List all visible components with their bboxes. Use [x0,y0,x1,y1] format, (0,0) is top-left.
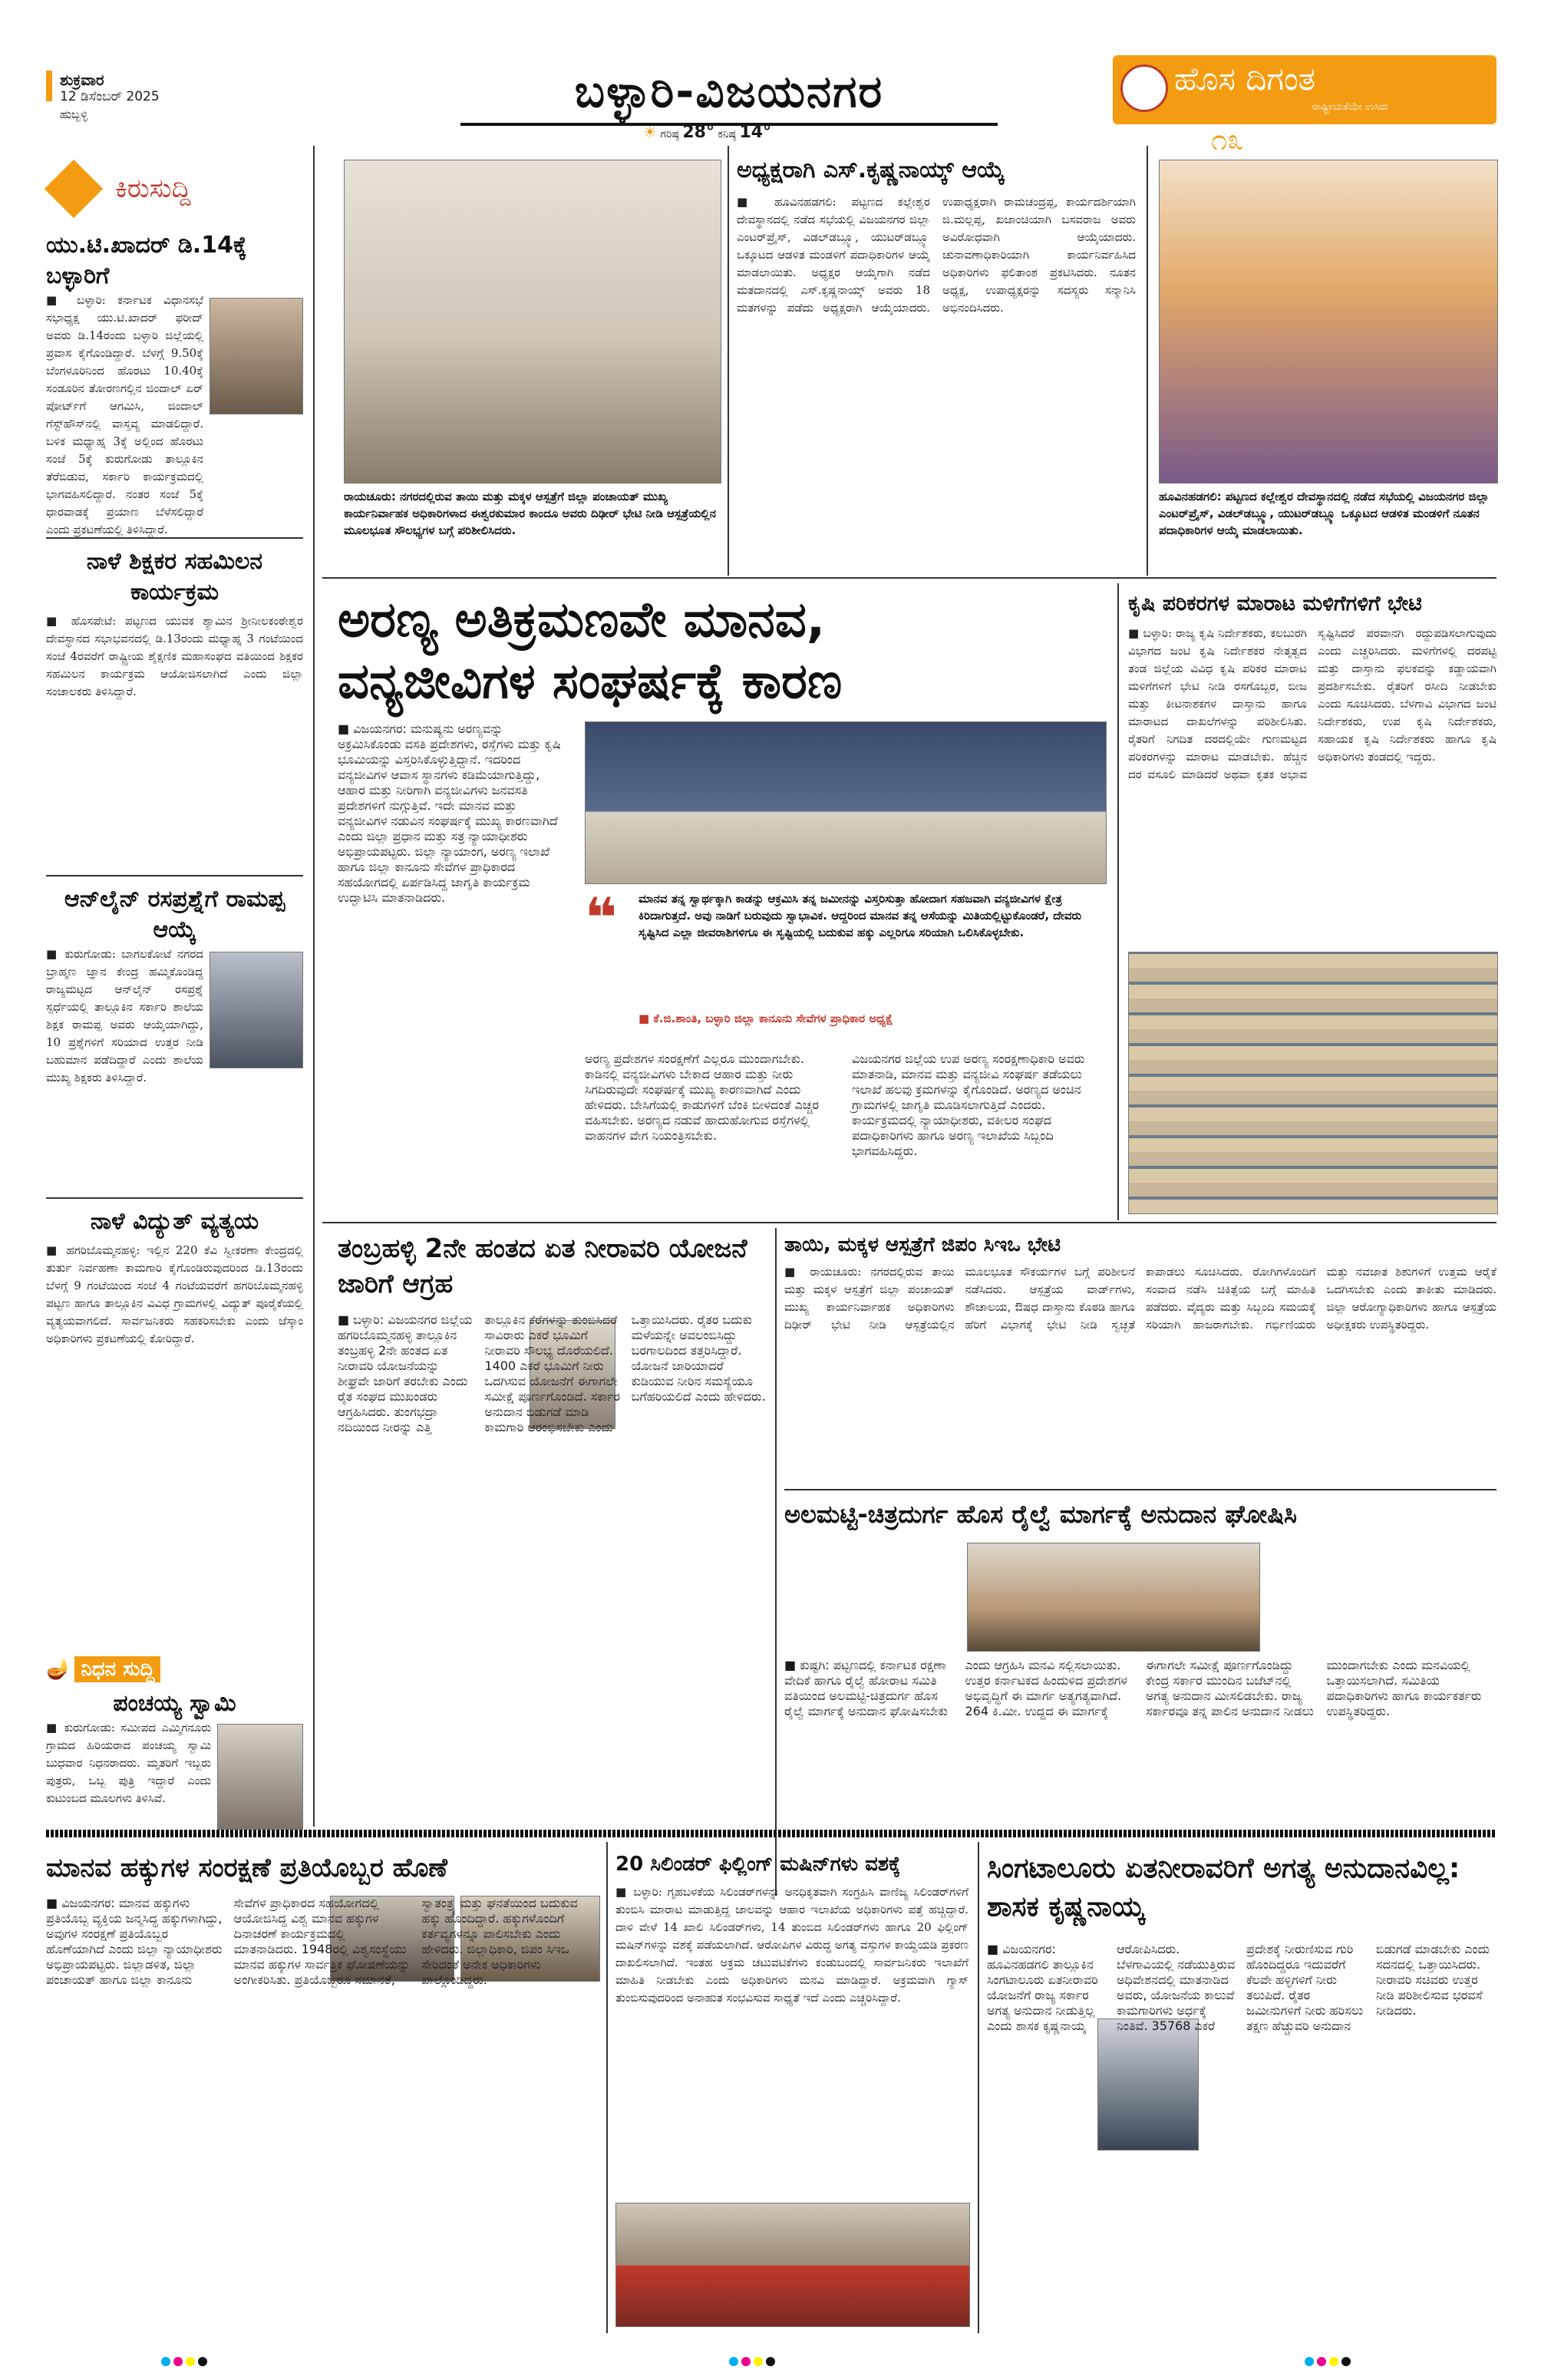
section-title-box [460,60,998,126]
top-row-rule-2 [1147,146,1148,576]
singatalur-story [987,1850,1496,1926]
magenta-dot-icon [1317,2357,1326,2366]
agri-shop-photo [1128,952,1498,1214]
lead-story [338,589,1105,712]
shop-story [1128,589,1496,962]
hospital-visit-photo [344,160,721,484]
masthead-left-strip [46,71,52,101]
left-column-rule [313,146,315,1827]
top-row-rule-1 [728,146,729,576]
bottom-section-bar [46,1830,1496,1837]
cylinder-seizure-photo [615,2203,970,2327]
weather-max: 28° [682,123,714,142]
lead-headline-2: ವನ್ಯಜೀವಿಗಳ ಸಂಘರ್ಷಕ್ಕೆ ಕಾರಣ [338,653,843,710]
brief-divider-3 [46,1197,303,1199]
shop-body: ■ ಬಳ್ಳಾರಿ: ರಾಜ್ಯ ಕೃಷಿ ನಿರ್ದೇಶಕರು, ಕಲಬುರಗಿ ವಿಭಾಗದ ಜಂಟಿ ಕೃಷಿ ನಿರ್ದೇಶಕರ ನೇತೃತ್ವದ ತಂಡ ಜಿಲ್ಲೆಯ ವಿವಿಧ ಕೃಷಿ ಪರಿಕರ ಮಾರಾಟ ಮಳಿಗೆಗಳಿಗೆ ಭೇಟಿ ನೀಡಿ ರಸಗೊಬ್ಬರ, ಬೀಜ ಮತ್ತು ಕೀಟನಾಶಕಗಳ ದಾಸ್ತಾನು ಹಾಗೂ ಮಾರಾಟದ ದಾಖಲೆಗಳನ್ನು ಪರಿಶೀಲಿಸಿತು. ರೈತರಿಗೆ ನಿಗದಿತ ದರದಲ್ಲಿಯೇ ಗುಣಮಟ್ಟದ ಪರಿಕರಗಳನ್ನು ಮಾರಾಟ ಮಾಡಬೇಕು. ಹೆಚ್ಚಿನ ದರ ವಸೂಲಿ ಮಾಡಿದರೆ ಅಥವಾ ಕೃತಕ ಅಭಾವ ಸೃಷ್ಟಿಸಿದರೆ ಪರವಾನಗಿ ರದ್ದುಪಡಿಸಲಾಗುವುದು ಎಂದು ಎಚ್ಚರಿಸಿದರು. ಮಳಿಗೆಗಳಲ್ಲಿ ದರಪಟ್ಟಿ ಮತ್ತು ದಾಸ್ತಾನು ಫಲಕವನ್ನು ಕಡ್ಡಾಯವಾಗಿ ಪ್ರದರ್ಶಿಸಬೇಕು. ರೈತರಿಗೆ ರಸೀದಿ ನೀಡಬೇಕು ಎಂದು ಸೂಚಿಸಿದರು. ಬೆಳಗಾವಿ ವಿಭಾಗದ ಜಂಟಿ ನಿರ್ದೇಶಕರು, ಉಪ ಕೃಷಿ ನಿರ್ದೇಶಕರು, ಸಹಾಯಕ ಕೃಷಿ ನಿರ್ದೇಶಕರು ಹಾಗೂ ಕೃಷಿ ಅಧಿಕಾರಿಗಳು ತಂಡದಲ್ಲಿ ಇದ್ದರು. [1128,626,1496,781]
brief-item-body: ■ ಬಳ್ಳಾರಿ: ಕರ್ನಾಟಕ ವಿಧಾನಸಭೆ ಸಭಾಧ್ಯಕ್ಷ ಯು.ಟಿ.ಖಾದರ್ ಫರೀದ್ ಅವರು ಡಿ.14ರಂದು ಬಳ್ಳಾರಿ ಜಿಲ್ಲೆಯಲ್ಲಿ ಪ್ರವಾಸ ಕೈಗೊಂಡಿದ್ದಾರೆ. ಬೆಳಗ್ಗೆ 9.50ಕ್ಕೆ ಬೆಂಗಳೂರಿನಿಂದ ಹೊರಟು 10.40ಕ್ಕೆ ಸಂಡೂರಿನ ತೋರಣಗಲ್ಲಿನ ಜಿಂದಾಲ್ ಏರ್ ಪೋರ್ಟ್‌ಗೆ ಆಗಮಿಸಿ, ಜಿಂದಾಲ್ ಗೆಸ್ಟ್‌ಹೌಸ್‌ನಲ್ಲಿ ವಾಸ್ತವ್ಯ ಮಾಡಲಿದ್ದಾರೆ. ಬಳಿಕ ಮಧ್ಯಾಹ್ನ 3ಕ್ಕೆ ಅಲ್ಲಿಂದ ಹೊರಟು ಸಂಜೆ 5ಕ್ಕೆ ಕುರುಗೋಡು ತಾಲ್ಲೂಕಿನ ತೆರೆಬಿಡುವ, ಸರ್ಕಾರಿ ಕಾರ್ಯಕ್ರಮದಲ್ಲಿ ಭಾಗವಹಿಸಲಿದ್ದಾರೆ. ನಂತರ ಸಂಜೆ 5ಕ್ಕೆ ಧಾರವಾಡಕ್ಕೆ ಪ್ರಯಾಣ ಬೆಳೆಸಲಿದ್ದಾರೆ ಎಂದು ಪ್ರಕಟಣೆಯಲ್ಲಿ ತಿಳಿಸಿದ್ದಾರೆ. [46,293,203,536]
president-headline: ಅಧ್ಯಕ್ಷರಾಗಿ ಎಸ್.ಕೃಷ್ಣನಾಯ್ಕ್ ಆಯ್ಕೆ [737,157,1005,183]
masthead-date-block [60,71,259,121]
rail-top-rule [784,1489,1496,1490]
mid-row-top-rule [322,1222,1496,1223]
top-row-bottom-rule [322,577,1496,579]
brief-item-body: ■ ಹೊಸಪೇಟೆ: ಪಟ್ಟಣದ ಯುವಕ ಶ್ಯಾಮಿನ ಶ್ರೀನೀಲಕಂಠೇಶ್ವರ ದೇವಸ್ಥಾನದ ಸಭಾಭವನದಲ್ಲಿ ಡಿ.13ರಂದು ಮಧ್ಯಾಹ್ನ 3 ಗಂಟೆಯಿಂದ ಸಂಜೆ 4ರವರೆಗೆ ರಾಷ್ಟ್ರೀಯ ಶೈಕ್ಷಣಿಕ ಮಹಾಸಂಘದ ವತಿಯಿಂದ ಶಿಕ್ಷಕರ ಸಹಮಿಲನ ಕಾರ್ಯಕ್ರಮ ಆಯೋಜಿಸಲಾಗಿದೆ ಎಂದು ಜಿಲ್ಲಾ ಸಂಚಾಲಕರು ತಿಳಿಸಿದ್ದಾರೆ. [46,614,303,698]
cyan-dot-icon [161,2357,170,2366]
lead-headline-1: ಅರಣ್ಯ ಅತಿಕ್ರಮಣವೇ ಮಾನವ, [338,592,826,649]
obit-block [46,1658,303,1836]
registration-marks-right [1305,2355,1354,2369]
bottom-rule-2 [978,1842,979,2333]
irrigation-story [338,1231,767,1302]
magenta-dot-icon [173,2357,183,2366]
day-label: ಶುಕ್ರವಾರ [60,71,104,89]
singatalur-headline: ಸಿಂಗಟಾಲೂರು ಏತನೀರಾವರಿಗೆ ಅಗತ್ಯ ಅನುದಾನವಿಲ್ಲ: ಶಾಸಕ ಕೃಷ್ಣನಾಯ್ಕ [987,1853,1460,1923]
yellow-dot-icon [186,2357,195,2366]
brief-badge-icon [45,160,103,218]
lead-quote-attr: ■ ಕೆ.ಜಿ.ಶಾಂತಿ, ಬಳ್ಳಾರಿ ಜಿಲ್ಲಾ ಕಾನೂನು ಸೇವೆಗಳ ಪ್ರಾಧಿಕಾರ ಅಧ್ಯಕ್ಷೆ [639,1012,893,1025]
rail-body: ■ ಕುಷ್ಟಗಿ: ಪಟ್ಟಣದಲ್ಲಿ ಕರ್ನಾಟಕ ರಕ್ಷಣಾ ವೇದಿಕೆ ಹಾಗೂ ರೈಲ್ವೆ ಹೋರಾಟ ಸಮಿತಿ ವತಿಯಿಂದ ಅಲಮಟ್ಟಿ-ಚಿತ್ರದುರ್ಗ ಹೊಸ ರೈಲ್ವೆ ಮಾರ್ಗಕ್ಕೆ ಅನುದಾನ ಘೋಷಿಸಬೇಕು ಎಂದು ಆಗ್ರಹಿಸಿ ಮನವಿ ಸಲ್ಲಿಸಲಾಯಿತು. ಉತ್ತರ ಕರ್ನಾಟಕದ ಹಿಂದುಳಿದ ಪ್ರದೇಶಗಳ ಅಭಿವೃದ್ಧಿಗೆ ಈ ಮಾರ್ಗ ಅತ್ಯಗತ್ಯವಾಗಿದೆ. 264 ಕಿ.ಮೀ. ಉದ್ದದ ಈ ಮಾರ್ಗಕ್ಕೆ ಈಗಾಗಲೇ ಸಮೀಕ್ಷೆ ಪೂರ್ಣಗೊಂಡಿದ್ದು ಕೇಂದ್ರ ಸರ್ಕಾರ ಮುಂದಿನ ಬಜೆಟ್‌ನಲ್ಲಿ ಅಗತ್ಯ ಅನುದಾನ ಮೀಸಲಿಡಬೇಕು. ರಾಜ್ಯ ಸರ್ಕಾರವೂ ತನ್ನ ಪಾಲಿನ ಅನುದಾನ ನೀಡಲು ಮುಂದಾಗಬೇಕು ಎಂದು ಮನವಿಯಲ್ಲಿ ಒತ್ತಾಯಿಸಲಾಗಿದೆ. ಸಮಿತಿಯ ಪದಾಧಿಕಾರಿಗಳು ಹಾಗೂ ಕಾರ್ಯಕರ್ತರು ಉಪಸ್ಥಿತರಿದ್ದರು. [784,1658,1482,1718]
brief-item-title: ನಾಳೆ ವಿದ್ಯುತ್ ವ್ಯತ್ಯಯ [90,1208,259,1235]
yellow-dot-icon [754,2357,763,2366]
irrigation-body: ■ ಬಳ್ಳಾರಿ: ವಿಜಯನಗರ ಜಿಲ್ಲೆಯ ಹಗರಿಬೊಮ್ಮನಹಳ್ಳಿ ತಾಲ್ಲೂಕಿನ ತಂಬ್ರಹಳ್ಳಿ 2ನೇ ಹಂತದ ಏತ ನೀರಾವರಿ ಯೋಜನೆಯನ್ನು ಶೀಘ್ರವೇ ಜಾರಿಗೆ ತರಬೇಕು ಎಂದು ರೈತ ಸಂಘದ ಮುಖಂಡರು ಆಗ್ರಹಿಸಿದರು. ತುಂಗಭದ್ರಾ ನದಿಯಿಂದ ನೀರನ್ನು ಎತ್ತಿ ತಾಲ್ಲೂಕಿನ ಕೆರೆಗಳನ್ನು ತುಂಬಿಸಿದರೆ ಸಾವಿರಾರು ಎಕರೆ ಭೂಮಿಗೆ ನೀರಾವರಿ ಸೌಲಭ್ಯ ದೊರೆಯಲಿದೆ. 1400 ಎಕರೆ ಭೂಮಿಗೆ ನೀರು ಒದಗಿಸುವ ಯೋಜನೆಗೆ ಈಗಾಗಲೇ ಸಮೀಕ್ಷೆ ಪೂರ್ಣಗೊಂಡಿದೆ. ಸರ್ಕಾರ ಅನುದಾನ ಬಿಡುಗಡೆ ಮಾಡಿ ಕಾಮಗಾರಿ ಆರಂಭಿಸಬೇಕು ಎಂದು ಒತ್ತಾಯಿಸಿದರು. ರೈತರ ಬದುಕು ಮಳೆಯನ್ನೇ ಅವಲಂಬಿಸಿದ್ದು ಬರಗಾಲದಿಂದ ತತ್ತರಿಸಿದ್ದಾರೆ. ಯೋಜನೆ ಜಾರಿಯಾದರೆ ಕುಡಿಯುವ ನೀರಿನ ಸಮಸ್ಯೆಯೂ ಬಗೆಹರಿಯಲಿದೆ ಎಂದು ಹೇಳಿದರು. [338,1312,766,1434]
obit-label-row [46,1658,303,1688]
lamp-icon: 🪔 [46,1658,71,1681]
paper-name: ಹೊಸ ದಿಗಂತ [1174,60,1315,97]
black-dot-icon [1341,2357,1351,2366]
brief-item-4 [46,1207,303,1672]
brief-item-3 [46,884,303,1199]
weather-min-label: ಕನಿಷ್ಠ [718,128,737,140]
hospital-headline: ತಾಯಿ, ಮಕ್ಕಳ ಆಸ್ಪತ್ರೆಗೆ ಜಿಪಂ ಸಿಇಒ ಭೇಟಿ [784,1233,1061,1256]
bottom-rule-1 [606,1842,608,2333]
obit-title: ಪಂಚಯ್ಯ ಸ್ವಾಮಿ [113,1690,236,1717]
city-label: ಹುಬ್ಬಳ್ಳಿ [60,107,88,121]
obit-label: ನಿಧನ ಸುದ್ದಿ [74,1656,160,1682]
section-title: ಬಳ್ಳಾರಿ-ವಿಜಯನಗರ [574,65,884,117]
lead-col-1: ■ ವಿಜಯನಗರ: ಮನುಷ್ಯನು ಅರಣ್ಯವನ್ನು ಅಕ್ರಮಿಸಿಕೊಂಡು ವಸತಿ ಪ್ರದೇಶಗಳು, ರಸ್ತೆಗಳು ಮತ್ತು ಕೃಷಿ ಭೂಮಿಯನ್ನು ವಿಸ್ತರಿಸಿಕೊಳ್ಳುತ್ತಿದ್ದಾನೆ. ಇದರಿಂದ ವನ್ಯಜೀವಿಗಳ ಆವಾಸ ಸ್ಥಾನಗಳು ಕಡಿಮೆಯಾಗುತ್ತಿದ್ದು, ಆಹಾರ ಮತ್ತು ನೀರಿಗಾಗಿ ವನ್ಯಜೀವಿಗಳು ಜನವಸತಿ ಪ್ರದೇಶಗಳಿಗೆ ನುಗ್ಗುತ್ತಿವೆ. ಇದೇ ಮಾನವ ಮತ್ತು ವನ್ಯಜೀವಿಗಳ ನಡುವಿನ ಸಂಘರ್ಷಕ್ಕೆ ಮುಖ್ಯ ಕಾರಣವಾಗಿದೆ ಎಂದು ಜಿಲ್ಲಾ ಪ್ರಧಾನ ಮತ್ತು ಸತ್ರ ನ್ಯಾಯಾಧೀಶರು ಅಭಿಪ್ರಾಯಪಟ್ಟರು. ಜಿಲ್ಲಾ ನ್ಯಾಯಾಂಗ, ಅರಣ್ಯ ಇಲಾಖೆ ಹಾಗೂ ಜಿಲ್ಲಾ ಕಾನೂನು ಸೇವೆಗಳ ಪ್ರಾಧಿಕಾರದ ಸಹಯೋಗದಲ್ಲಿ ಏರ್ಪಡಿಸಿದ್ದ ಜಾಗೃತಿ ಕಾರ್ಯಕ್ರಮ ಉದ್ಘಾಟಿಸಿ ಮಾತನಾಡಿದರು. [338,721,561,905]
black-dot-icon [198,2357,207,2366]
yellow-dot-icon [1329,2357,1338,2366]
brief-item-body: ■ ಕುರುಗೋಡು: ಬಾಗಲಕೋಟೆ ನಗರದ ಬ್ರಾಹ್ಮಣ ಜ್ಞಾನ ಕೇಂದ್ರ ಹಮ್ಮಿಕೊಂಡಿದ್ದ ರಾಜ್ಯಮಟ್ಟದ ಆನ್‌ಲೈನ್ ರಸಪ್ರಶ್ನೆ ಸ್ಪರ್ಧೆಯಲ್ಲಿ ತಾಲ್ಲೂಕಿನ ಸರ್ಕಾರಿ ಶಾಲೆಯ ಶಿಕ್ಷಕ ರಾಮಪ್ಪ ಅವರು ಆಯ್ಕೆಯಾಗಿದ್ದು, 10 ಪ್ರಶ್ನೆಗಳಿಗೆ ಸರಿಯಾದ ಉತ್ತರ ನೀಡಿ ಬಹುಮಾನ ಪಡೆದಿದ್ದಾರೆ ಎಂದು ಶಾಲೆಯ ಮುಖ್ಯ ಶಿಕ್ಷಕರು ತಿಳಿಸಿದ್ದಾರೆ. [46,947,203,1084]
rail-story [784,1497,1496,1532]
felicitation-caption: ಹೂವಿನಹಡಗಲಿ: ಪಟ್ಟಣದ ಕಲ್ಲೇಶ್ವರ ದೇವಸ್ಥಾನದಲ್ಲಿ ನಡೆದ ಸಭೆಯಲ್ಲಿ ವಿಜಯನಗರ ಜಿಲ್ಲಾ ಎಂಟರ್‌ಪ್ರೈಸ್, ವಿಡಲ್‌ಡಬ್ಲ್ಯೂ, ಯುಟರ್‌ಡಬ್ಲ್ಯೂ ಒಕ್ಕೂಟದ ಆಡಳಿತ ಮಂಡಳಿಗೆ ನೂತನ ಪದಾಧಿಕಾರಿಗಳ ಆಯ್ಕೆ ಮಾಡಲಾಯಿತು. [1159,490,1490,537]
irrigation-headline: ತಂಬ್ರಹಳ್ಳಿ 2ನೇ ಹಂತದ ಏತ ನೀರಾವರಿ ಯೋಜನೆ ಜಾರಿಗೆ ಆಗ್ರಹ [338,1233,747,1299]
lead-col-3: ವಿಜಯನಗರ ಜಿಲ್ಲೆಯ ಉಪ ಅರಣ್ಯ ಸಂರಕ್ಷಣಾಧಿಕಾರಿ ಅವರು ಮಾತನಾಡಿ, ಮಾನವ ಮತ್ತು ವನ್ಯಜೀವಿ ಸಂಘರ್ಷ ತಡೆಯಲು ಇಲಾಖೆ ಹಲವು ಕ್ರಮಗಳನ್ನು ಕೈಗೊಂಡಿದೆ. ಅರಣ್ಯದ ಅಂಚಿನ ಗ್ರಾಮಗಳಲ್ಲಿ ಜಾಗೃತಿ ಮೂಡಿಸಲಾಗುತ್ತಿದೆ ಎಂದರು. ಕಾರ್ಯಕ್ರಮದಲ್ಲಿ ನ್ಯಾಯಾಧೀಶರು, ವಕೀಲರ ಸಂಘದ ಪದಾಧಿಕಾರಿಗಳು ಹಾಗೂ ಅರಣ್ಯ ಇಲಾಖೆಯ ಸಿಬ್ಬಂದಿ ಭಾಗವಹಿಸಿದ್ದರು. [852,1051,1085,1158]
black-dot-icon [766,2357,775,2366]
brief-item-title: ಆನ್‌ಲೈನ್ ರಸಪ್ರಶ್ನೆಗೆ ರಾಮಪ್ಪ ಆಯ್ಕೆ [64,886,285,943]
shop-headline: ಕೃಷಿ ಪರಿಕರಗಳ ಮಾರಾಟ ಮಳಿಗೆಗಳಿಗೆ ಭೇಟಿ [1128,592,1422,616]
rights-headline: ಮಾನವ ಹಕ್ಕುಗಳ ಸಂರಕ್ಷಣೆ ಪ್ರತಿಯೊಬ್ಬರ ಹೊಣೆ [46,1853,448,1883]
lead-quote: ಮಾನವ ತನ್ನ ಸ್ವಾರ್ಥಕ್ಕಾಗಿ ಕಾಡನ್ನು ಆಕ್ರಮಿಸಿ ತನ್ನ ಜಮೀನನ್ನು ವಿಸ್ತರಿಸುತ್ತಾ ಹೋದಾಗ ಸಹಜವಾಗಿ ವನ್ಯಜೀವಿಗಳ ಕ್ಷೇತ್ರ ಕಿರಿದಾಗುತ್ತದೆ. ಅವು ನಾಡಿಗೆ ಬರುವುದು ಸ್ವಾಭಾವಿಕ. ಆದ್ದರಿಂದ ಮಾನವ ತನ್ನ ಆಸೆಯನ್ನು ಮಿತಿಯಲ್ಲಿಟ್ಟುಕೊಂಡರೆ, ದೇವರು ಸೃಷ್ಟಿಸಿದ ಎಲ್ಲಾ ಜೀವರಾಶಿಗಳಿಗೂ ಈ ಸೃಷ್ಟಿಯಲ್ಲಿ ಬದುಕುವ ಹಕ್ಕು ಎಲ್ಲರಿಗೂ ಸರಿಯಾಗಿ ಒಲಿಸಿಕೊಳ್ಳಬೇಕು. [639,892,1082,939]
cylinder-headline: 20 ಸಿಲಿಂಡರ್ ಫಿಲ್ಲಿಂಗ್ ಮಷಿನ್‌ಗಳು ವಶಕ್ಕೆ [615,1853,901,1876]
brief-label: ಕಿರುಸುದ್ದಿ [115,173,191,204]
brief-divider-1 [46,537,303,539]
cyan-dot-icon [729,2357,738,2366]
registration-marks-center [729,2355,778,2369]
obit-body: ■ ಕುರುಗೋಡು: ಸಮೀಪದ ಎಮ್ಮಿಗನೂರು ಗ್ರಾಮದ ಹಿರಿಯರಾದ ಪಂಚಯ್ಯ ಸ್ವಾಮಿ ಬುಧವಾರ ನಿಧನರಾದರು. ಮೃತರಿಗೆ ಇಬ್ಬರು ಪುತ್ರರು, ಒಬ್ಬ ಪುತ್ರಿ ಇದ್ದಾರೆ ಎಂದು ಕುಟುಂಬದ ಮೂಲಗಳು ತಿಳಿಸಿವೆ. [46,1721,211,1805]
hospital-photo-caption: ರಾಯಚೂರು: ನಗರದಲ್ಲಿರುವ ತಾಯಿ ಮತ್ತು ಮಕ್ಕಳ ಆಸ್ಪತ್ರೆಗೆ ಜಿಲ್ಲಾ ಪಂಚಾಯತ್ ಮುಖ್ಯ ಕಾರ್ಯನಿರ್ವಾಹಕ ಅಧಿಕಾರಿಗಳಾದ ಈಶ್ವರಕುಮಾರ ಕಾಂದೂ ಅವರು ದಿಢೀರ್ ಭೇಟಿ ನೀಡಿ ಆಸ್ಪತ್ರೆಯಲ್ಲಿನ ಮೂಲಭೂತ ಸೌಲಭ್ಯಗಳ ಬಗ್ಗೆ ಪರಿಶೀಲಿಸಿದರು. [344,490,716,537]
page-number: ೧೩ [1211,123,1244,157]
date-label: 12 ಡಿಸೆಂಬರ್ 2025 [60,89,160,104]
weather-min: 14° [739,123,772,142]
logo-emblem-icon [1120,64,1168,112]
brief-item-title: ನಾಳೆ ಶಿಕ್ಷಕರ ಸಹಮಿಲನ ಕಾರ್ಯಕ್ರಮ [86,548,263,606]
brief-portrait-1 [210,298,303,414]
president-body: ■ ಹೂವಿನಹಡಗಲಿ: ಪಟ್ಟಣದ ಕಲ್ಲೇಶ್ವರ ದೇವಸ್ಥಾನದಲ್ಲಿ ನಡೆದ ಸಭೆಯಲ್ಲಿ ವಿಜಯನಗರ ಜಿಲ್ಲಾ ಎಂಟರ್‌ಪ್ರೈಸ್, ವಿಡಲ್‌ಡಬ್ಲ್ಯೂ, ಯುಟರ್‌ಡಬ್ಲ್ಯೂ ಒಕ್ಕೂಟದ ಆಡಳಿತ ಮಂಡಳಿಗೆ ಪದಾಧಿಕಾರಿಗಳ ಆಯ್ಕೆ ಮಾಡಲಾಯಿತು. ಅಧ್ಯಕ್ಷರ ಆಯ್ಕೆಗಾಗಿ ನಡೆದ ಮತದಾನದಲ್ಲಿ ಎಸ್.ಕೃಷ್ಣನಾಯ್ಕ್ ಅವರು 18 ಮತಗಳನ್ನು ಪಡೆದು ಅಧ್ಯಕ್ಷರಾಗಿ ಆಯ್ಕೆಯಾದರು. ಉಪಾಧ್ಯಕ್ಷರಾಗಿ ರಾಮಚಂದ್ರಪ್ಪ, ಕಾರ್ಯದರ್ಶಿಯಾಗಿ ಜಿ.ಮಲ್ಲಪ್ಪ, ಖಜಾಂಚಿಯಾಗಿ ಬಸವರಾಜ ಅವರು ಅವಿರೋಧವಾಗಿ ಆಯ್ಕೆಯಾದರು. ಚುನಾವಣಾಧಿಕಾರಿಯಾಗಿ ಕಾರ್ಯನಿರ್ವಹಿಸಿದ ಅಧಿಕಾರಿಗಳು ಫಲಿತಾಂಶ ಪ್ರಕಟಿಸಿದರು. ನೂತನ ಅಧ್ಯಕ್ಷ, ಉಪಾಧ್ಯಕ್ಷರನ್ನು ಸದಸ್ಯರು ಸನ್ಮಾನಿಸಿ ಅಭಿನಂದಿಸಿದರು. [737,195,1136,315]
memorandum-photo [967,1543,1260,1652]
rights-body: ■ ವಿಜಯನಗರ: ಮಾನವ ಹಕ್ಕುಗಳು ಪ್ರತಿಯೊಬ್ಬ ವ್ಯಕ್ತಿಯ ಜನ್ಮಸಿದ್ಧ ಹಕ್ಕುಗಳಾಗಿದ್ದು, ಅವುಗಳ ಸಂರಕ್ಷಣೆ ಪ್ರತಿಯೊಬ್ಬರ ಹೊಣೆಯಾಗಿದೆ ಎಂದು ಜಿಲ್ಲಾ ನ್ಯಾಯಾಧೀಶರು ಅಭಿಪ್ರಾಯಪಟ್ಟರು. ಜಿಲ್ಲಾಡಳಿತ, ಜಿಲ್ಲಾ ಪಂಚಾಯತ್ ಹಾಗೂ ಜಿಲ್ಲಾ ಕಾನೂನು ಸೇವೆಗಳ ಪ್ರಾಧಿಕಾರದ ಸಹಯೋಗದಲ್ಲಿ ಆಯೋಜಿಸಿದ್ದ ವಿಶ್ವ ಮಾನವ ಹಕ್ಕುಗಳ ದಿನಾಚರಣೆ ಕಾರ್ಯಕ್ರಮದಲ್ಲಿ ಮಾತನಾಡಿದರು. 1948ರಲ್ಲಿ ವಿಶ್ವಸಂಸ್ಥೆಯು ಮಾನವ ಹಕ್ಕುಗಳ ಸಾರ್ವತ್ರಿಕ ಘೋಷಣೆಯನ್ನು ಅಂಗೀಕರಿಸಿತು. ಪ್ರತಿಯೊಬ್ಬರೂ ಸಮಾನತೆ, ಸ್ವಾತಂತ್ರ್ಯ ಮತ್ತು ಘನತೆಯಿಂದ ಬದುಕುವ ಹಕ್ಕು ಹೊಂದಿದ್ದಾರೆ. ಹಕ್ಕುಗಳೊಂದಿಗೆ ಕರ್ತವ್ಯಗಳನ್ನೂ ಪಾಲಿಸಬೇಕು ಎಂದು ಹೇಳಿದರು. ಜಿಲ್ಲಾಧಿಕಾರಿ, ಜಿಪಂ ಸಿಇಒ ಸೇರಿದಂತೆ ಅನೇಕ ಅಧಿಕಾರಿಗಳು ಪಾಲ್ಗೊಂಡಿದ್ದರು. [46,1896,578,1987]
singatalur-body: ■ ವಿಜಯನಗರ: ಹೂವಿನಹಡಗಲಿ ತಾಲ್ಲೂಕಿನ ಸಿಂಗಟಾಲೂರು ಏತನೀರಾವರಿ ಯೋಜನೆಗೆ ರಾಜ್ಯ ಸರ್ಕಾರ ಅಗತ್ಯ ಅನುದಾನ ನೀಡುತ್ತಿಲ್ಲ ಎಂದು ಶಾಸಕ ಕೃಷ್ಣನಾಯ್ಕ ಆರೋಪಿಸಿದರು. ಬೆಳಗಾವಿಯಲ್ಲಿ ನಡೆಯುತ್ತಿರುವ ಅಧಿವೇಶನದಲ್ಲಿ ಮಾತನಾಡಿದ ಅವರು, ಯೋಜನೆಯ ಕಾಲುವೆ ಕಾಮಗಾರಿಗಳು ಅರ್ಧಕ್ಕೆ ನಿಂತಿವೆ. 35768 ಎಕರೆ ಪ್ರದೇಶಕ್ಕೆ ನೀರುಣಿಸುವ ಗುರಿ ಹೊಂದಿದ್ದರೂ ಇದುವರೆಗೆ ಕೆಲವೇ ಹಳ್ಳಿಗಳಿಗೆ ನೀರು ತಲುಪಿದೆ. ರೈತರ ಜಮೀನುಗಳಿಗೆ ನೀರು ಹರಿಸಲು ತಕ್ಷಣ ಹೆಚ್ಚುವರಿ ಅನುದಾನ ಬಿಡುಗಡೆ ಮಾಡಬೇಕು ಎಂದು ಸದನದಲ್ಲಿ ಒತ್ತಾಯಿಸಿದರು. ನೀರಾವರಿ ಸಚಿವರು ಉತ್ತರ ನೀಡಿ ಪರಿಶೀಲಿಸುವ ಭರವಸೆ ನೀಡಿದರು. [987,1942,1490,2033]
hospital-story [784,1231,1496,1486]
magenta-dot-icon [741,2357,751,2366]
cyan-dot-icon [1305,2357,1314,2366]
cylinder-story [615,1850,968,2190]
seminar-stage-photo [585,721,1107,884]
brief-item-title: ಯು.ಟಿ.ಖಾದರ್ ಡಿ.14ಕ್ಕೆ ಬಳ್ಳಾರಿಗೆ [46,232,247,289]
brief-item-1 [46,230,303,553]
lead-right-rule [1117,583,1119,1220]
brief-divider-2 [46,875,303,876]
lead-quote-box [585,886,1105,1044]
cylinder-body: ■ ಬಳ್ಳಾರಿ: ಗೃಹಬಳಕೆಯ ಸಿಲಿಂಡರ್‌ಗಳನ್ನು ಅನಧಿಕೃತವಾಗಿ ಸಂಗ್ರಹಿಸಿ ವಾಣಿಜ್ಯ ಸಿಲಿಂಡರ್‌ಗಳಿಗೆ ತುಂಬಿಸಿ ಮಾರಾಟ ಮಾಡುತ್ತಿದ್ದ ಜಾಲವನ್ನು ಆಹಾರ ಇಲಾಖೆಯ ಅಧಿಕಾರಿಗಳು ಪತ್ತೆ ಹಚ್ಚಿದ್ದಾರೆ. ದಾಳಿ ವೇಳೆ 14 ಖಾಲಿ ಸಿಲಿಂಡರ್‌ಗಳು, 14 ತುಂಬಿದ ಸಿಲಿಂಡರ್‌ಗಳು ಹಾಗೂ 20 ಫಿಲ್ಲಿಂಗ್ ಮಷಿನ್‌ಗಳನ್ನು ವಶಕ್ಕೆ ಪಡೆಯಲಾಗಿದೆ. ಆರೋಪಿಗಳ ವಿರುದ್ಧ ಅಗತ್ಯ ವಸ್ತುಗಳ ಕಾಯ್ದೆಯಡಿ ಪ್ರಕರಣ ದಾಖಲಿಸಲಾಗಿದೆ. ಇಂತಹ ಅಕ್ರಮ ಚಟುವಟಿಕೆಗಳು ಕಂಡುಬಂದಲ್ಲಿ ಸಾರ್ವಜನಿಕರು ಇಲಾಖೆಗೆ ಮಾಹಿತಿ ನೀಡಬೇಕು ಎಂದು ಅಧಿಕಾರಿಗಳು ಮನವಿ ಮಾಡಿದ್ದಾರೆ. ಅಕ್ರಮವಾಗಿ ಗ್ಯಾಸ್ ತುಂಬಿಸುವುದರಿಂದ ಅನಾಹುತ ಸಂಭವಿಸುವ ಸಾಧ್ಯತೆ ಇದೆ ಎಂದು ಎಚ್ಚರಿಸಿದ್ದಾರೆ. [615,1885,968,2005]
sun-cloud-icon: ☀ [643,123,657,141]
rail-headline: ಅಲಮಟ್ಟಿ-ಚಿತ್ರದುರ್ಗ ಹೊಸ ರೈಲ್ವೆ ಮಾರ್ಗಕ್ಕೆ ಅನುದಾನ ಘೋಷಿಸಿ [784,1500,1298,1529]
paper-tagline: ರಾಷ್ಟ್ರೀಯತೆಯೇ ಉಸಿರು [1312,101,1388,113]
brief-item-2 [46,546,303,843]
masthead [0,0,1541,157]
brief-label-box [46,161,299,216]
weather-max-label: ಗರಿಷ್ಠ [660,128,679,140]
registration-marks-left [161,2355,210,2369]
paper-logo [1113,55,1496,124]
president-story [737,153,1136,546]
quote-icon: ❝ [585,886,618,950]
hospital-body: ■ ರಾಯಚೂರು: ನಗರದಲ್ಲಿರುವ ತಾಯಿ ಮತ್ತು ಮಕ್ಕಳ ಆಸ್ಪತ್ರೆಗೆ ಜಿಲ್ಲಾ ಪಂಚಾಯತ್ ಮುಖ್ಯ ಕಾರ್ಯನಿರ್ವಾಹಕ ಅಧಿಕಾರಿಗಳು ದಿಢೀರ್ ಭೇಟಿ ನೀಡಿ ಆಸ್ಪತ್ರೆಯಲ್ಲಿನ ಮೂಲಭೂತ ಸೌಕರ್ಯಗಳ ಬಗ್ಗೆ ಪರಿಶೀಲನೆ ನಡೆಸಿದರು. ಆಸ್ಪತ್ರೆಯ ವಾರ್ಡ್‌ಗಳು, ಶೌಚಾಲಯ, ಔಷಧ ದಾಸ್ತಾನು ಕೊಠಡಿ ಹಾಗೂ ಹೆರಿಗೆ ವಿಭಾಗಕ್ಕೆ ಭೇಟಿ ನೀಡಿ ಸ್ವಚ್ಛತೆ ಕಾಪಾಡಲು ಸೂಚಿಸಿದರು. ರೋಗಿಗಳೊಂದಿಗೆ ಸಂವಾದ ನಡೆಸಿ ಚಿಕಿತ್ಸೆಯ ಬಗ್ಗೆ ಮಾಹಿತಿ ಪಡೆದರು. ವೈದ್ಯರು ಮತ್ತು ಸಿಬ್ಬಂದಿ ಸಮಯಕ್ಕೆ ಸರಿಯಾಗಿ ಹಾಜರಾಗಬೇಕು. ಗರ್ಭಿಣಿಯರು ಮತ್ತು ನವಜಾತ ಶಿಶುಗಳಿಗೆ ಉತ್ತಮ ಆರೈಕೆ ಒದಗಿಸಬೇಕು ಎಂದು ತಾಕೀತು ಮಾಡಿದರು. ಜಿಲ್ಲಾ ಆರೋಗ್ಯಾಧಿಕಾರಿಗಳು ಹಾಗೂ ಆಸ್ಪತ್ರೆಯ ಅಧೀಕ್ಷಕರು ಉಪಸ್ಥಿತರಿದ್ದರು. [784,1265,1496,1332]
brief-item-body: ■ ಹಗರಿಬೊಮ್ಮನಹಳ್ಳಿ: ಇಲ್ಲಿನ 220 ಕೆವಿ ಸ್ವೀಕರಣಾ ಕೇಂದ್ರದಲ್ಲಿ ತುರ್ತು ನಿರ್ವಹಣಾ ಕಾಮಗಾರಿ ಕೈಗೊಂಡಿರುವುದರಿಂದ ಡಿ.13ರಂದು ಬೆಳಗ್ಗೆ 9 ಗಂಟೆಯಿಂದ ಸಂಜೆ 4 ಗಂಟೆಯವರೆಗೆ ಹಗರಿಬೊಮ್ಮನಹಳ್ಳಿ ಪಟ್ಟಣ ಹಾಗೂ ತಾಲ್ಲೂಕಿನ ವಿವಿಧ ಗ್ರಾಮಗಳಲ್ಲಿ ವಿದ್ಯುತ್ ಪೂರೈಕೆಯಲ್ಲಿ ವ್ಯತ್ಯಯವಾಗಲಿದೆ. ಸಾರ್ವಜನಿಕರು ಸಹಕರಿಸಬೇಕು ಎಂದು ಜೆಸ್ಕಾಂ ಅಧಿಕಾರಿಗಳು ಪ್ರಕಟಣೆಯಲ್ಲಿ ಕೋರಿದ್ದಾರೆ. [46,1243,303,1345]
lead-col-2: ಅರಣ್ಯ ಪ್ರದೇಶಗಳ ಸಂರಕ್ಷಣೆಗೆ ಎಲ್ಲರೂ ಮುಂದಾಗಬೇಕು. ಕಾಡಿನಲ್ಲಿ ವನ್ಯಜೀವಿಗಳು ಬೇಕಾದ ಆಹಾರ ಮತ್ತು ನೀರು ಸಿಗದಿರುವುದೇ ಸಂಘರ್ಷಕ್ಕೆ ಮುಖ್ಯ ಕಾರಣವಾಗಿದೆ ಎಂದು ಹೇಳಿದರು. ಬೇಸಿಗೆಯಲ್ಲಿ ಕಾಡುಗಳಿಗೆ ಬೆಂಕಿ ಬೀಳದಂತೆ ಎಚ್ಚರ ವಹಿಸಬೇಕು. ಅರಣ್ಯದ ನಡುವೆ ಹಾದುಹೋಗುವ ರಸ್ತೆಗಳಲ್ಲಿ ವಾಹನಗಳ ವೇಗ ನಿಯಂತ್ರಿಸಬೇಕು. [585,1051,819,1143]
felicitation-photo [1159,160,1498,484]
irrigation-right-rule [775,1228,777,1896]
weather-block [643,123,827,142]
rights-story [46,1850,599,1887]
obit-portrait [217,1724,303,1833]
brief-portrait-2 [210,952,303,1068]
